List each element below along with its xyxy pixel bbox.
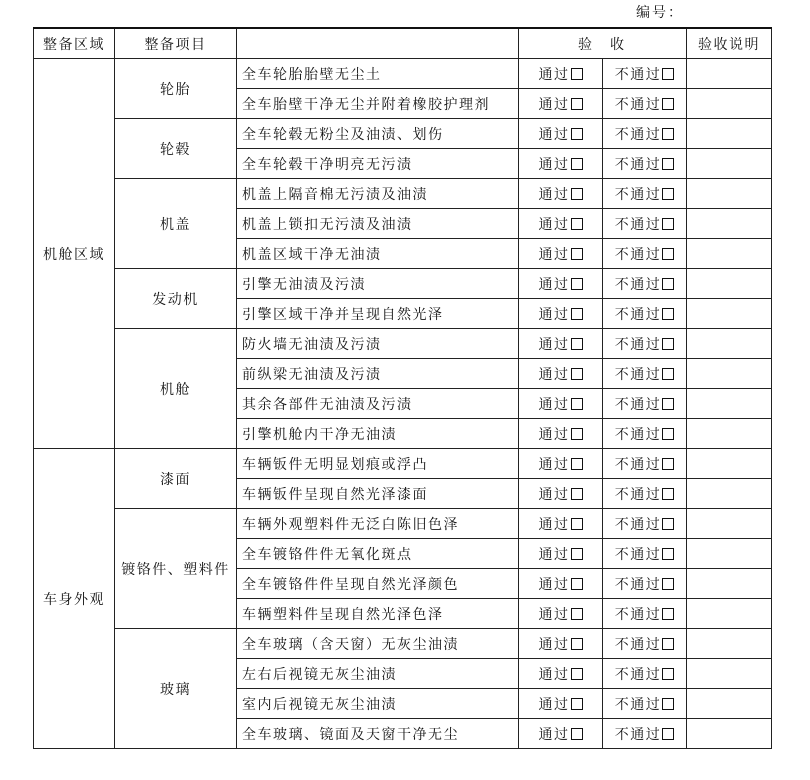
area-cell: 车身外观 (34, 449, 115, 749)
requirement-cell: 车辆钣件呈现自然光泽漆面 (237, 479, 519, 509)
pass-checkbox[interactable] (571, 188, 583, 200)
pass-checkbox[interactable] (571, 668, 583, 680)
pass-option[interactable] (519, 59, 603, 89)
pass-label: 通过 (538, 276, 570, 293)
note-cell[interactable] (687, 59, 772, 89)
item-cell: 机舱 (115, 329, 237, 449)
fail-label: 不通过 (614, 576, 662, 593)
requirement-cell: 全车轮胎胎壁无尘土 (237, 59, 519, 89)
table-row (34, 509, 772, 539)
requirement-cell: 全车胎壁干净无尘并附着橡胶护理剂 (237, 89, 519, 119)
fail-checkbox[interactable] (662, 668, 674, 680)
fail-option[interactable] (603, 149, 687, 179)
table-row (34, 269, 772, 299)
area-cell: 机舱区域 (34, 59, 115, 449)
pass-checkbox[interactable] (571, 308, 583, 320)
table-row (34, 329, 772, 359)
fail-option[interactable] (603, 329, 687, 359)
note-cell[interactable] (687, 629, 772, 659)
note-cell[interactable] (687, 119, 772, 149)
fail-option[interactable] (603, 179, 687, 209)
pass-label: 通过 (538, 396, 570, 413)
pass-checkbox[interactable] (571, 128, 583, 140)
pass-checkbox[interactable] (571, 458, 583, 470)
pass-label: 通过 (538, 66, 570, 83)
note-cell[interactable] (687, 179, 772, 209)
fail-option[interactable] (603, 689, 687, 719)
fail-checkbox[interactable] (662, 308, 674, 320)
pass-option[interactable] (519, 479, 603, 509)
fail-checkbox[interactable] (662, 398, 674, 410)
fail-checkbox[interactable] (662, 488, 674, 500)
requirement-cell: 机盖区域干净无油渍 (237, 239, 519, 269)
fail-option[interactable] (603, 119, 687, 149)
requirement-cell: 引擎机舱内干净无油渍 (237, 419, 519, 449)
pass-label: 通过 (538, 426, 570, 443)
pass-label: 通过 (538, 546, 570, 563)
pass-option[interactable] (519, 659, 603, 689)
fail-checkbox[interactable] (662, 518, 674, 530)
item-cell: 镀铬件、塑料件 (115, 509, 237, 629)
fail-checkbox[interactable] (662, 458, 674, 470)
requirement-cell: 全车轮毂无粉尘及油渍、划伤 (237, 119, 519, 149)
pass-checkbox[interactable] (571, 98, 583, 110)
requirement-cell: 防火墙无油渍及污渍 (237, 329, 519, 359)
fail-checkbox[interactable] (662, 158, 674, 170)
pass-option[interactable] (519, 269, 603, 299)
fail-label: 不通过 (614, 546, 662, 563)
pass-checkbox[interactable] (571, 728, 583, 740)
fail-checkbox[interactable] (662, 728, 674, 740)
fail-checkbox[interactable] (662, 278, 674, 290)
fail-checkbox[interactable] (662, 98, 674, 110)
fail-label: 不通过 (614, 216, 662, 233)
pass-checkbox[interactable] (571, 608, 583, 620)
pass-option[interactable] (519, 89, 603, 119)
pass-option[interactable] (519, 329, 603, 359)
requirement-cell: 室内后视镜无灰尘油渍 (237, 689, 519, 719)
fail-label: 不通过 (614, 246, 662, 263)
note-cell[interactable] (687, 659, 772, 689)
pass-checkbox[interactable] (571, 158, 583, 170)
pass-option[interactable] (519, 119, 603, 149)
fail-label: 不通过 (614, 306, 662, 323)
pass-label: 通过 (538, 486, 570, 503)
pass-option[interactable] (519, 719, 603, 749)
pass-option[interactable] (519, 509, 603, 539)
pass-option[interactable] (519, 449, 603, 479)
pass-label: 通过 (538, 516, 570, 533)
requirement-cell: 引擎无油渍及污渍 (237, 269, 519, 299)
fail-label: 不通过 (614, 606, 662, 623)
header-note: 验收说明 (687, 28, 772, 59)
requirement-cell: 左右后视镜无灰尘油渍 (237, 659, 519, 689)
pass-option[interactable] (519, 149, 603, 179)
fail-label: 不通过 (614, 276, 662, 293)
requirement-cell: 全车玻璃（含天窗）无灰尘油渍 (237, 629, 519, 659)
pass-checkbox[interactable] (571, 368, 583, 380)
note-cell[interactable] (687, 449, 772, 479)
fail-label: 不通过 (614, 666, 662, 683)
fail-option[interactable] (603, 209, 687, 239)
pass-label: 通过 (538, 96, 570, 113)
requirement-cell: 车辆塑料件呈现自然光泽色泽 (237, 599, 519, 629)
pass-checkbox[interactable] (571, 518, 583, 530)
note-cell[interactable] (687, 299, 772, 329)
fail-label: 不通过 (614, 396, 662, 413)
pass-checkbox[interactable] (571, 68, 583, 80)
requirement-cell: 机盖上锁扣无污渍及油渍 (237, 209, 519, 239)
fail-option[interactable] (603, 359, 687, 389)
pass-label: 通过 (538, 126, 570, 143)
pass-option[interactable] (519, 599, 603, 629)
pass-checkbox[interactable] (571, 578, 583, 590)
fail-label: 不通过 (614, 156, 662, 173)
fail-option[interactable] (603, 449, 687, 479)
pass-label: 通过 (538, 366, 570, 383)
table-row (34, 119, 772, 149)
pass-option[interactable] (519, 209, 603, 239)
fail-checkbox[interactable] (662, 338, 674, 350)
pass-option[interactable] (519, 689, 603, 719)
pass-checkbox[interactable] (571, 278, 583, 290)
item-cell: 轮毂 (115, 119, 237, 179)
pass-option[interactable] (519, 419, 603, 449)
fail-option[interactable] (603, 509, 687, 539)
fail-option[interactable] (603, 599, 687, 629)
fail-label: 不通过 (614, 66, 662, 83)
fail-label: 不通过 (614, 696, 662, 713)
note-cell[interactable] (687, 419, 772, 449)
pass-option[interactable] (519, 299, 603, 329)
fail-label: 不通过 (614, 336, 662, 353)
item-cell: 漆面 (115, 449, 237, 509)
pass-option[interactable] (519, 359, 603, 389)
pass-checkbox[interactable] (571, 548, 583, 560)
pass-label: 通过 (538, 636, 570, 653)
pass-option[interactable] (519, 569, 603, 599)
fail-checkbox[interactable] (662, 578, 674, 590)
fail-option[interactable] (603, 629, 687, 659)
pass-label: 通过 (538, 216, 570, 233)
requirement-cell: 全车玻璃、镜面及天窗干净无尘 (237, 719, 519, 749)
fail-checkbox[interactable] (662, 218, 674, 230)
fail-option[interactable] (603, 239, 687, 269)
fail-label: 不通过 (614, 96, 662, 113)
pass-label: 通过 (538, 306, 570, 323)
note-cell[interactable] (687, 389, 772, 419)
pass-checkbox[interactable] (571, 698, 583, 710)
table-row (34, 179, 772, 209)
fail-checkbox[interactable] (662, 638, 674, 650)
pass-label: 通过 (538, 336, 570, 353)
note-cell[interactable] (687, 539, 772, 569)
pass-label: 通过 (538, 666, 570, 683)
item-cell: 玻璃 (115, 629, 237, 749)
pass-option[interactable] (519, 389, 603, 419)
serial-number-label: 编号： (636, 5, 684, 21)
header-area: 整备区域 (34, 28, 115, 59)
pass-option[interactable] (519, 239, 603, 269)
fail-option[interactable] (603, 569, 687, 599)
note-cell[interactable] (687, 89, 772, 119)
fail-option[interactable] (603, 89, 687, 119)
note-cell[interactable] (687, 359, 772, 389)
fail-label: 不通过 (614, 456, 662, 473)
fail-label: 不通过 (614, 486, 662, 503)
header-acceptance: 验 收 (519, 28, 687, 59)
fail-option[interactable] (603, 419, 687, 449)
pass-label: 通过 (538, 726, 570, 743)
fail-checkbox[interactable] (662, 128, 674, 140)
note-cell[interactable] (687, 239, 772, 269)
fail-checkbox[interactable] (662, 188, 674, 200)
fail-checkbox[interactable] (662, 248, 674, 260)
requirement-cell: 全车轮毂干净明亮无污渍 (237, 149, 519, 179)
note-cell[interactable] (687, 569, 772, 599)
pass-checkbox[interactable] (571, 248, 583, 260)
fail-checkbox[interactable] (662, 548, 674, 560)
pass-checkbox[interactable] (571, 488, 583, 500)
note-cell[interactable] (687, 719, 772, 749)
note-cell[interactable] (687, 689, 772, 719)
fail-option[interactable] (603, 269, 687, 299)
note-cell[interactable] (687, 509, 772, 539)
requirement-cell: 其余各部件无油渍及污渍 (237, 389, 519, 419)
fail-option[interactable] (603, 719, 687, 749)
fail-label: 不通过 (614, 426, 662, 443)
fail-checkbox[interactable] (662, 428, 674, 440)
fail-option[interactable] (603, 539, 687, 569)
item-cell: 机盖 (115, 179, 237, 269)
requirement-cell: 前纵梁无油渍及污渍 (237, 359, 519, 389)
fail-label: 不通过 (614, 726, 662, 743)
note-cell[interactable] (687, 149, 772, 179)
requirement-cell: 全车镀铬件件无氧化斑点 (237, 539, 519, 569)
pass-option[interactable] (519, 179, 603, 209)
fail-option[interactable] (603, 479, 687, 509)
pass-label: 通过 (538, 456, 570, 473)
pass-label: 通过 (538, 696, 570, 713)
requirement-cell: 引擎区域干净并呈现自然光泽 (237, 299, 519, 329)
fail-label: 不通过 (614, 126, 662, 143)
pass-label: 通过 (538, 246, 570, 263)
note-cell[interactable] (687, 209, 772, 239)
fail-checkbox[interactable] (662, 68, 674, 80)
item-cell: 轮胎 (115, 59, 237, 119)
table-row (34, 59, 772, 89)
fail-checkbox[interactable] (662, 698, 674, 710)
pass-checkbox[interactable] (571, 398, 583, 410)
pass-label: 通过 (538, 576, 570, 593)
pass-label: 通过 (538, 606, 570, 623)
table-row (34, 449, 772, 479)
note-cell[interactable] (687, 269, 772, 299)
table-header-row (34, 28, 772, 59)
fail-label: 不通过 (614, 186, 662, 203)
requirement-cell: 机盖上隔音棉无污渍及油渍 (237, 179, 519, 209)
fail-label: 不通过 (614, 636, 662, 653)
pass-label: 通过 (538, 186, 570, 203)
fail-checkbox[interactable] (662, 368, 674, 380)
note-cell[interactable] (687, 599, 772, 629)
pass-option[interactable] (519, 539, 603, 569)
fail-option[interactable] (603, 59, 687, 89)
pass-checkbox[interactable] (571, 428, 583, 440)
note-cell[interactable] (687, 329, 772, 359)
pass-option[interactable] (519, 629, 603, 659)
fail-option[interactable] (603, 299, 687, 329)
fail-option[interactable] (603, 659, 687, 689)
fail-label: 不通过 (614, 366, 662, 383)
pass-checkbox[interactable] (571, 218, 583, 230)
inspection-table (33, 27, 772, 749)
requirement-cell: 全车镀铬件件呈现自然光泽颜色 (237, 569, 519, 599)
fail-option[interactable] (603, 389, 687, 419)
pass-checkbox[interactable] (571, 338, 583, 350)
pass-label: 通过 (538, 156, 570, 173)
header-requirement (237, 28, 519, 59)
fail-label: 不通过 (614, 516, 662, 533)
pass-checkbox[interactable] (571, 638, 583, 650)
item-cell: 发动机 (115, 269, 237, 329)
note-cell[interactable] (687, 479, 772, 509)
table-row (34, 629, 772, 659)
fail-checkbox[interactable] (662, 608, 674, 620)
header-item: 整备项目 (115, 28, 237, 59)
requirement-cell: 车辆外观塑料件无泛白陈旧色泽 (237, 509, 519, 539)
requirement-cell: 车辆钣件无明显划痕或浮凸 (237, 449, 519, 479)
